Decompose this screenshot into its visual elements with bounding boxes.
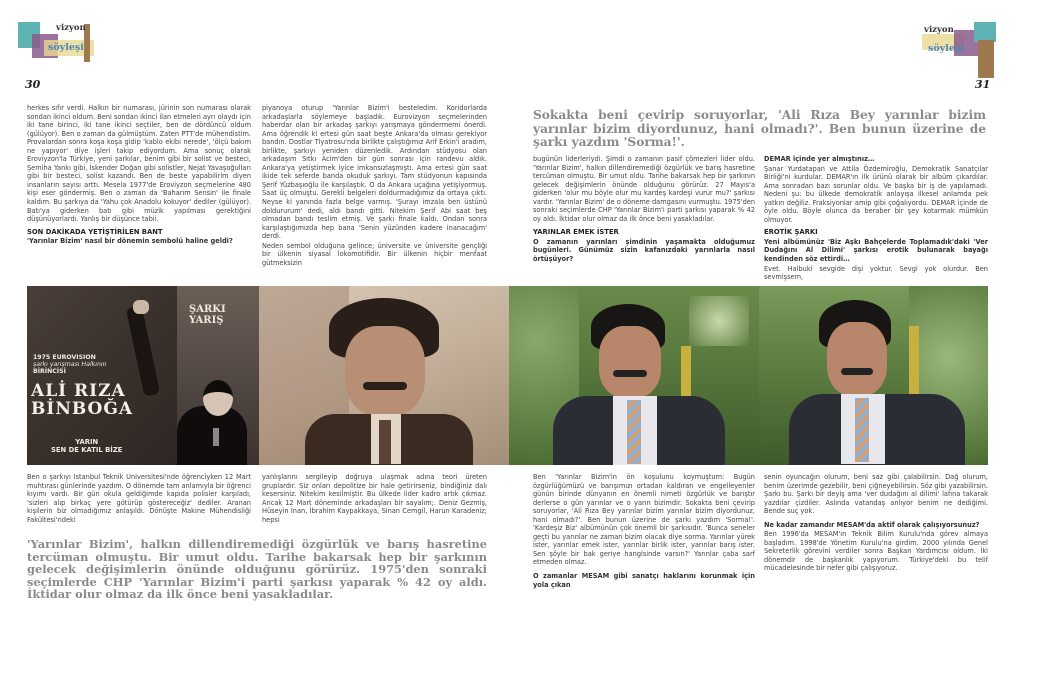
poster-sign-text: ŞARKI YARIŞ	[189, 304, 226, 326]
column-4-top	[764, 155, 988, 283]
man2-face	[827, 322, 887, 396]
column-2-top	[262, 104, 487, 299]
column-3-bottom-paragraph: Ben 'Yarınlar Bizim'in ön koşulunu koymuştum: Bugün özgürlüğümüzü ve barışımızı ortadan kaldıran ve engelleyenler günün birinde dünyanın en önemli nimeti özgürlük ve barıştır derlerse o gün yarınlar ve o yarın bizimdir. Sokakta beni çevirip soruyorlar, 'Ali Rıza Bey yarınlar bizim yarınlar bizim diyordunuz, hani olmadı?'. Ben bunun üzerine de şarkı yazdım 'Sorma!'. 'Kardeşiz Biz' albümünün çok önemli bir şarkısıdır. 'Bunca seneler geçti bu yarınlar ne zaman bizim olacak diye sorma. Yarınlar yürek ister, yarınlar emek ister, yarınlar birlik ister, yarınlar barış ister. Sen şöyle bir bak geriye hangisinde varsın?' Yarınlar çaba sarf etmeden olmaz.	[533, 473, 755, 567]
column-4-top-paragraph-2: Evet. Halbuki sevgide dişi yoktur. Sevgi yok olurdur. Ben sevmişsem,	[764, 264, 988, 282]
logo-left-text2: söyleşi	[48, 42, 84, 53]
column-1-bottom	[27, 473, 251, 529]
column-2-bottom-paragraph: yanlışlarını sergileyip doğruya ulaşmak adına teori üreten gruplardır. Siz onları depolitize bir hale getirirseniz, bindiğiniz dalı kesersiniz. Nitekim kesilmiştir. Bu ülkede lider kadro artık çıkmaz. Ancak 12 Mart döneminde arkadaşları bir sayalım;. Deniz Gezmiş, Hüseyin İnan, İbrahim Kaypakkaya, Sinan Cemgil, Harun Karadeniz; hepsi	[262, 473, 487, 524]
poster-slogan-line2: SEN DE KATIL BİZE	[51, 446, 123, 454]
column-3-bottom-question: O zamanlar MESAM gibi sanatçı haklarını korunmak için yola çıkan	[533, 572, 755, 589]
poster-name	[31, 382, 133, 418]
column-4-bottom-paragraph-2: Ben 1996'da MESAM'ın Teknik Bilim Kurulu'nda görev almaya başladım. 1998'de Yönetim Kurulu'na girdim. 2000 yılında Genel Sekreterlik görevini verdiler sonra Başkan Yardımcısı oldum. İki dönemdir de başkanlık yapıyorum. Türkiye'deki bu telif mücadelesinde bir nefer gibi çalışıyoruz.	[764, 530, 988, 573]
poster-caption-line1: 1975 EUROVISION	[33, 354, 96, 361]
logo-right-text2: söyleşi	[928, 43, 964, 54]
column-3-question: O zamanın yarınları şimdinin yaşamakta olduğumuz bugünleri. Günümüz sizin kafanızdaki yarınlarla nasıl örtüşüyor?	[533, 237, 755, 264]
column-3-top	[533, 155, 755, 295]
column-4-bottom	[764, 473, 988, 603]
column-2-top-paragraph-1: piyanoya oturup 'Yarınlar Bizim'i besteledim. Koridorlarda arkadaşlarla söylemeye başladık. Eurovizyon seçmelerinden haberdar olan bir arkadaş şarkıyı yarışmaya göndermemi önerdi. Ama öğrendik ki ertesi gün saat beşte Ankara'da olması gerekiyor bandın. Dostlar Tiyatrosu'nda birlikte çalıştığımız Arif Erkin'i aradım, birlikte, şarkıyı yeniden düzenledik. Ardından stüdyosu olan arkadaşım Sıtkı Acim'den bir gün sonrası için randevu aldık. Ankara'ya yetiştirmek iyice imkansızlaşmıştı. Ama ertesi gün saat ikide tek seferde banda okuduk şarkıyı. Tam stüdyonun kapısında Şerif Yüzbaşıoğlu ile karşılaştık. O da Ankara uçağına yetişiyormuş. Saat üç olmuştu. Gerekli belgeleri doldurmadığımız da ortaya çıktı. Neyse ki yanında fazla belge varmış. 'Şurayı imzala ben üstünü doldururum' dedi, aldı bandı gitti. Nitekim Şerif Abi saat beş olmadan bandı teslim etmiş. Ve şarkı finale kaldı. Ondan sonra karşılaştığımızda hep bana 'Senin yüzünden kadere inanacağım' derdi.	[262, 104, 487, 241]
column-3-bottom	[533, 473, 755, 603]
pull-quote-top-right: Sokakta beni çevirip soruyorlar, 'Ali Rıza Bey yarınlar bizim yarınlar bizim diyordunuz, hani olmadı?'. Ben bunun üzerine de şarkı yazdım 'Sorma!'.	[533, 108, 986, 149]
man-face	[599, 326, 661, 398]
logo-left	[18, 22, 98, 64]
photo-vintage-portrait	[259, 286, 509, 465]
garden-pole-yellow-2	[909, 326, 919, 396]
logo-left-text1: vizyon	[56, 23, 86, 33]
man2-tie	[855, 398, 869, 462]
column-1-top-paragraph: herkes sıfır verdi. Halkın bir numarası, jürinin son numarası olarak sondan ikinci oldum. Beni sondan ikinci ilan etmeleri ayrı olaydı için iki tane birinci, iki tane ikinci seçtiler, ben de dördüncü oldum (gülüyor). Ben o zaman da gülmüştüm. Zaten PTT'de mühendistim. Provalardan sonra koşa koşa gidip 'kablo ekibi nerede', 'ölçü bakım ne yapıyor' diye işleri takip ediyordum. Ama sonuç olarak Eroviyzon'la Türkiye, yeni şarkılar, benim gibi bir solist ve besteci, Şemiha Yankı gibi, İskender Doğan gibi solistler, Nejat Yavaşoğulları gibi bir besteci, solist kazandı. Ben de beste yapabilirim diyen insanların sayısı arttı. Mesela 1977'de Eroviyzon seçmelerine 480 kişi eser göndermiş. Ben o zaman da 'Baharım Sensin' ile finale kaldım. Bu şarkıya da 'Yahu çok Anadolu kokuyor' dediler (gülüyor). Batı'ya giderken batı gibi müzik yapılması gerektiğini düşünüyorlardı. Yanlış bir düşünce tabii.	[27, 104, 251, 224]
page-number-left: 30	[25, 78, 41, 91]
photo-poster	[27, 286, 259, 465]
garden-light-spot	[689, 296, 749, 346]
poster-caption-line2: şarkı yarışması Halkının	[33, 361, 107, 368]
column-1-subheading: SON DAKİKADA YETİŞTİRİLEN BANT	[27, 227, 163, 236]
logo-right-block-brown	[978, 40, 994, 78]
man-tie	[627, 400, 641, 464]
column-4-top-paragraph: Şanar Yurdatapan ve Attila Özdemiroğlu, Demokratik Sanatçılar Birliği'ni kurdular. DEMAR'ın ilk ürünü olarak bir albüm çıkardılar. Ama sonradan bazı sorunlar oldu. Ve başka bir iş de yapılamadı. Nedeni şu: bu ülkede demokratik anlayışa ilkesel anlamda pek yatkın değiliz. Fraksiyonlar amip gibi çoğalıyordu. DEMAR içinde de öyle oldu. Böyle olunca da beraber bir şey kotarmak mümkün olmuyor.	[764, 164, 988, 224]
poster-hand	[133, 300, 149, 314]
photo-man-smiling	[759, 286, 988, 465]
poster-microphone	[213, 428, 219, 446]
column-2-bottom	[262, 473, 487, 529]
column-4-question-1: DEMAR içinde yer almıştınız…	[764, 155, 875, 163]
column-4-bottom-paragraph: senin oyuncağın olurum, beni saz gibi çalabilirsin. Dağ olurum, benim üzerimde gezebilir, beni çiğneyebilirsin. Söz gibi yazabilirsin. Şarkı bu. Şarkı bir deyiş ama 'ver dudağını al dilimi' lafına takarak yazdılar çizdiler. Aslında vatandaş anlıyor benim ne dediğimi. Bende suç yok.	[764, 473, 988, 516]
poster-slogan	[51, 438, 122, 454]
logo-right-text1: vizyon	[924, 25, 954, 35]
poster-name-line1: ALİ RIZA	[31, 381, 126, 401]
man-mustache	[613, 370, 647, 377]
poster-slogan-line1: YARIN	[75, 438, 99, 446]
column-4-question-3: Ne kadar zamandır MESAM'da aktif olarak çalışıyorsunuz?	[764, 520, 980, 529]
photo-man-laughing	[509, 286, 759, 465]
man2-mustache	[841, 368, 873, 375]
page-number-right: 31	[975, 78, 991, 91]
column-2-top-paragraph-2: Neden sembol olduğuna gelince; üniversite ve üniversite gençliği bir ülkenin siyasal lokomotifidir. Bir ülkenin hiçbir menfaat gütmeksizin	[262, 241, 487, 267]
column-3-top-paragraph: bugünün liderleriydi. Şimdi o zamanın pasif çömezleri lider oldu. 'Yarınlar Bizim', halkın dillendiremediği özgürlük ve barış hasretine tercüman olmuştu. Bir umut oldu. Tarihe bakarsak hep bir şarkının gelecek değişimlerin önünde olduğunu görürüz. 27 Mayıs'a giderken 'olur mu böyle olur mu kardeş kardeşi vurur mu?' şarkısı vardır. 'Yarınlar Bizim' de o döneme damgasını vurmuştu. 1975'den sonraki seçimlerde CHP 'Yarınlar Bizim'i parti şarkısı yaparak % 42 oy aldı. İktidar olur olmaz da ilk önce beni yasakladılar.	[533, 155, 755, 223]
poster-caption-line3: BİRİNCİSİ	[33, 368, 66, 375]
pull-quote-bottom-left: 'Yarınlar Bizim', halkın dillendiremediği özgürlük ve barış hasretine tercüman olmuştu. Bir umut oldu. Tarihe bakarsak hep bir şarkının gelecek değişimlerin önünde olduğunu görürüz. 1975'den sonraki seçimlerde CHP 'Yarınlar Bizim'i parti şarkısı yaparak % 42 oy aldı. İktidar olur olmaz da ilk önce beni yasakladılar.	[27, 537, 487, 602]
column-1-top	[27, 104, 251, 299]
column-4-subheading: EROTİK ŞARKI	[764, 228, 818, 237]
poster-name-line2: BİNBOĞA	[31, 399, 134, 419]
column-3-subheading: YARINLAR EMEK İSTER	[533, 228, 619, 237]
logo-right	[918, 22, 998, 80]
portrait-mustache	[363, 382, 407, 390]
logo-right-block-teal	[974, 22, 996, 42]
column-1-bottom-paragraph: Ben o şarkıyı İstanbul Teknik Üniversitesi'nde öğrenciyken 12 Mart muhtırası günlerinde yazdım. O dönemde tam anlamıyla bir öğrenci kıyımı vardı. Bir gün okula geldiğimde kapıda polisler karşıladı, 'sizleri alıp birkaç yere götürüp göstereceğiz' dediler. Aranan kişilerin biz olmadığımız anlaşıldı. Dönüşte Makine Mühendisliği Fakültesi'ndeki	[27, 473, 251, 524]
column-4-question-2: Yeni albümünüz 'Biz Aşkı Bahçelerde Toplamadık'daki 'Ver Dudağını Al Dilimi' şarkısı erotik bulunarak bayağı kendinden söz ettirdi…	[764, 237, 988, 264]
portrait-face	[345, 326, 425, 416]
poster-caption-eurovision	[33, 354, 107, 375]
column-1-question: 'Yarınlar Bizim' nasıl bir dönemin sembolü haline geldi?	[27, 237, 233, 246]
portrait-tie	[379, 420, 391, 464]
poster-singer-head	[203, 380, 233, 416]
